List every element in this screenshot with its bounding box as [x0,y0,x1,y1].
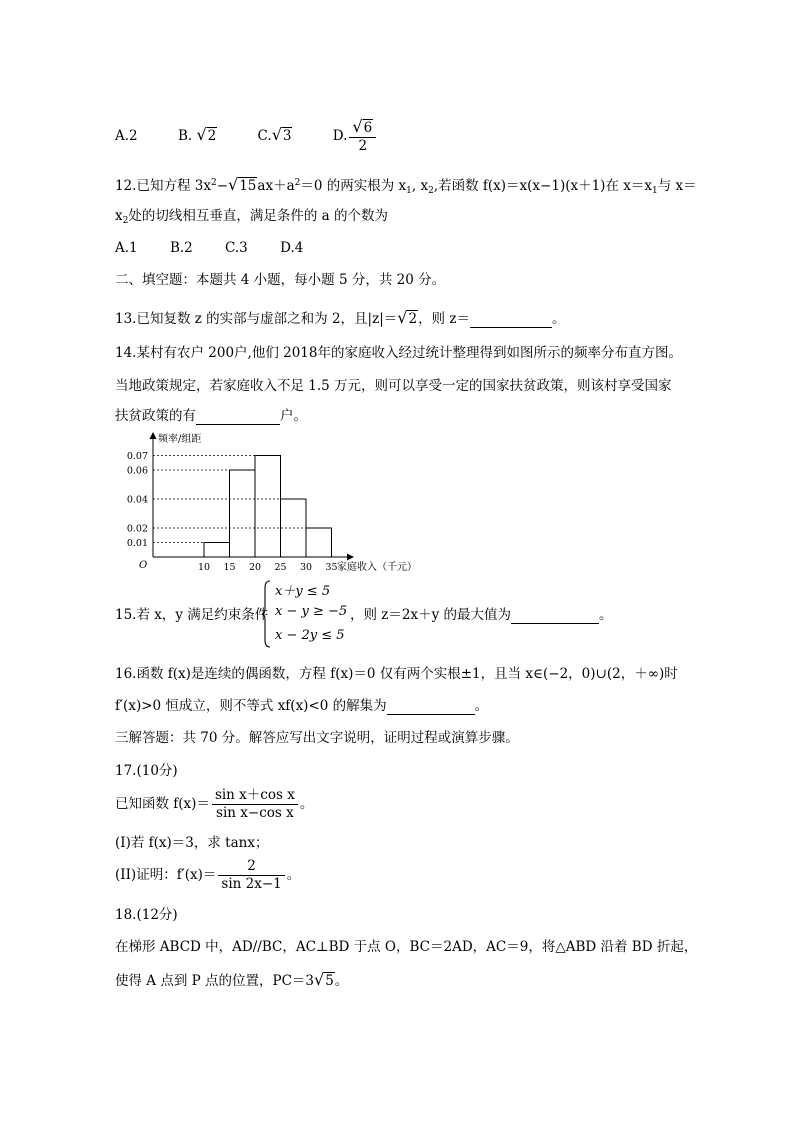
q12-text-e: , x [411,178,429,194]
q11-options [115,118,378,155]
q12-sup-1: 2 [210,178,217,188]
q17-def-text: 已知函数 f(x)＝ [115,796,210,812]
y-tick-label: 0.02 [126,523,148,535]
y-tick-label: 0.07 [126,451,148,462]
q13-text-b: ，则 z＝ [418,311,470,327]
y-tick-label: 0.06 [126,465,148,477]
q17-part-2 [115,856,300,894]
q13-radicand: 2 [408,311,418,327]
y-tick-label: 0.01 [126,538,148,549]
q12-sup-2: 2 [294,178,301,188]
q12-text-c: ax＋a [257,178,295,194]
q14-answer-blank [196,410,280,425]
q11-option-b: B. √2 [177,125,217,144]
q12-text-f: ,若函数 f(x)＝x(x−1)(x＋1)在 x＝x [433,178,652,194]
q12-option-c: C.3 [225,240,248,256]
histogram-bar [230,470,256,557]
x-tick-label: 15 [223,562,236,573]
q15-text-cont [350,606,613,624]
q11-option-b-radicand: 2 [207,128,217,144]
q12-option-a: A.1 [115,240,138,256]
q12-option-d: D.4 [280,240,304,256]
q16-text-a: f′(x)>0 恒成立，则不等式 xf(x)<0 的解集为 [115,698,387,714]
origin-label: O [139,560,148,571]
q12-line2-a: x [115,208,123,224]
q12-sub-1: 1 [406,186,412,196]
q13-text-a: 13.已知复数 z 的实部与虚部之和为 2，且|z|＝ [115,311,398,327]
q16-line-2 [115,697,488,715]
section-2-heading: 二、填空题：本题共 4 小题，每小题 5 分，共 20 分。 [115,272,446,288]
q16-text-b: 。 [474,698,489,714]
x-tick-label: 35 [325,562,338,573]
q12-radicand: 15 [239,178,257,194]
q14-text-b: 户。 [280,408,307,424]
q11-option-d-denominator: 2 [358,138,368,154]
q17-heading: 17.(10分) [115,763,178,779]
q15-text-a: 15.若 x，y 满足约束条件 [115,607,269,623]
q12-line-1: 12.已知方程 $3x^2-√15ax+a^2=0$ 的两实根为 $x_1$, $x_2$,若函数 f(x)＝x(x−1)(x＋1)在 $x=x_1$与 x＝ [115,175,697,196]
q12-options [115,239,303,257]
x-axis-label: 家庭收入（千元） [337,562,417,573]
q16-answer-blank [387,700,475,715]
q16-line-1: 16.函数 f(x)是连续的偶函数，方程 f(x)＝0 仅有两个实根±1，且当 x∈(−2，0)∪(2，＋∞)时 [115,666,678,682]
q11-option-b-label: B. [177,128,193,144]
q12-text-b: − [216,178,229,194]
histogram-bar [204,543,230,558]
q13: 13.已知复数 z 的实部与虚部之和为 2，且|z|＝√2，则 z＝ 。 [115,308,566,327]
q18-line-2: 使得 A 点到 P 点的位置，PC＝3√5。 [115,970,349,989]
y-tick-label: 0.04 [126,494,148,506]
q12-line-2 [115,207,388,230]
histogram-bar [255,456,281,558]
q11-option-d-radicand: 6 [363,120,373,136]
q14-line-1: 14.某村有农户 200户,他们 2018年的家庭收入经过统计整理得到如图所示的频率分布直方图。 [115,345,682,361]
q14-text-a: 扶贫政策的有 [115,408,196,424]
q17-p2-denominator: sin 2x−1 [221,876,282,892]
q15-text-c: 。 [599,607,613,623]
q12-text-g: 与 x＝ [657,178,697,194]
q13-text-c: 。 [551,311,566,327]
q13-answer-blank [470,313,552,328]
q17-definition [115,785,313,823]
q11-option-c: C.√3 [257,125,292,144]
q11-option-c-radicand: 3 [282,128,292,144]
q14-line-2: 当地政策规定，若家庭收入不足 1.5 万元，则可以享受一定的国家扶贫政策，则该村享受国家 [115,378,672,394]
x-tick-label: 20 [248,562,262,573]
q18-heading: 18.(12分) [115,907,178,923]
q15-text [115,606,268,624]
q12-line2-sub: 2 [122,216,129,226]
q17-part-1: (I)若 f(x)＝3，求 tanx； [115,835,269,851]
income-histogram [115,430,417,580]
q11-option-a: A.2 [115,128,138,144]
section-3-heading: 三解答题：共 70 分。解答应写出文字说明，证明过程或演算步骤。 [115,730,519,746]
q15-constraint-1: x＋y ≤ 5 [275,584,331,599]
histogram-bar [306,528,332,557]
q18-radicand: 5 [325,973,334,989]
q17-p2-numerator: 2 [218,858,284,876]
q12-sub-2: 2 [428,186,434,196]
q15-text-b: ，则 z＝2x＋y 的最大值为 [350,607,512,623]
q18-text-a: 使得 A 点到 P 点的位置，PC＝3 [115,973,314,989]
q17-p2-end: 。 [286,867,301,883]
q17-p2-text: (II)证明：f′(x)＝ [115,867,217,883]
left-brace-icon [262,580,271,648]
q17-def-end: 。 [299,796,314,812]
x-tick-label: 10 [197,562,211,573]
q15-constraint-3: x − 2y ≤ 5 [275,628,345,643]
q12-line2-b: 处的切线相互垂直，满足条件的 a 的个数为 [128,208,388,224]
x-tick-label: 30 [299,562,313,573]
x-tick-label: 25 [274,562,287,573]
q11-option-d-label: D. [332,128,348,144]
q12-option-b: B.2 [169,240,193,256]
q17-def-numerator: sin x＋cos x [212,787,298,805]
q15-constraint-2: x − y ≥ −5 [275,604,348,619]
q12-sub-3: 1 [651,186,658,196]
q18-line-1: 在梯形 ABCD 中，AD//BC，AC⊥BD 于点 O，BC＝2AD，AC＝9，将△ABD 沿着 BD 折起， [115,939,698,955]
q11-option-d: D. $\frac{√6}{2}$ [333,118,378,155]
q14-line-3 [115,407,307,425]
q18-text-b: 。 [334,973,349,989]
q17-def-denominator: sin x−cos x [216,805,294,821]
q11-option-c-label: C. [257,128,272,144]
y-axis-label: 频率/组距 [158,434,202,445]
q12-text-a: 12.已知方程 3x [115,178,211,194]
q15-answer-blank [511,609,599,624]
q12-text-d: ＝0 的两实根为 x [300,178,407,194]
